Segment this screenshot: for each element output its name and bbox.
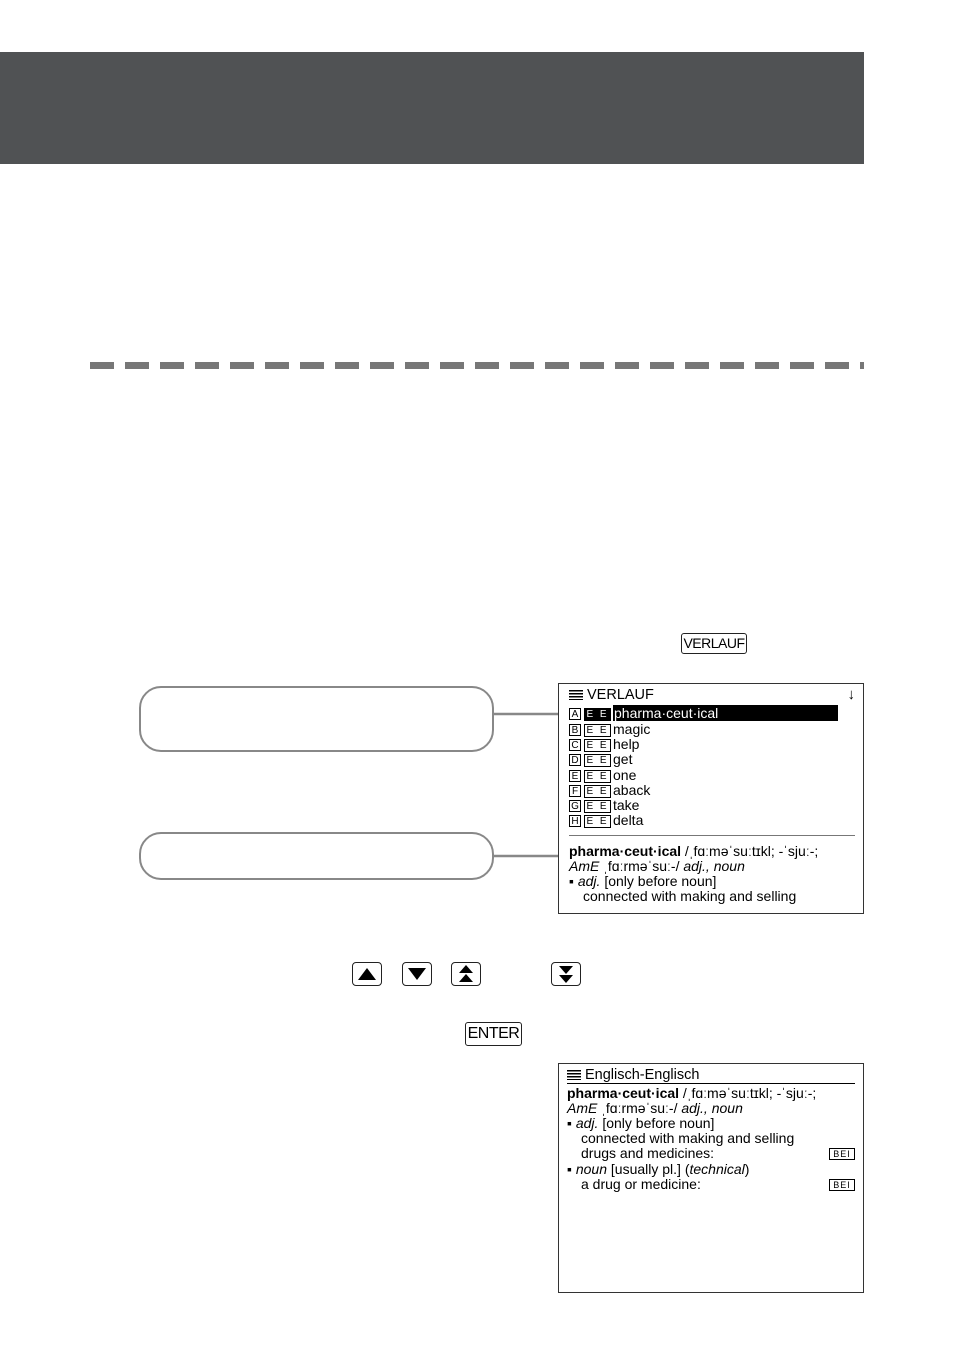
- preview-headword-line: pharma·ceut·ical /ˌfɑːməˈsuːtɪkl; -ˈsjuː-;: [569, 843, 819, 859]
- down-arrow-icon: [403, 963, 431, 985]
- example-badge[interactable]: BEI: [829, 1148, 855, 1160]
- entry-sense1-gloss1: connected with making and selling: [581, 1130, 795, 1146]
- history-title: VERLAUF: [569, 688, 654, 703]
- history-row[interactable]: C E E help: [569, 737, 639, 752]
- entry-sense2-gloss: a drug or medicine:: [581, 1176, 701, 1192]
- entry-sense2-line: ▪ noun [usually pl.] (technical): [567, 1161, 750, 1177]
- verlauf-key[interactable]: VERLAUF: [681, 633, 747, 654]
- history-word: delta: [613, 812, 644, 828]
- history-word: take: [613, 797, 640, 813]
- down-arrow-key[interactable]: [402, 962, 432, 986]
- up-arrow-icon: [353, 963, 381, 985]
- history-row[interactable]: G E E take: [569, 798, 639, 813]
- history-word: one: [613, 767, 637, 783]
- history-word: get: [613, 751, 633, 767]
- entry-sense1-gloss2: drugs and medicines:: [581, 1145, 715, 1161]
- history-word: aback: [613, 782, 651, 798]
- history-row[interactable]: A E E pharma·ceut·ical: [569, 706, 838, 721]
- entry-headword-line: pharma·ceut·ical /ˌfɑːməˈsuːtɪkl; -ˈsjuː-;: [567, 1085, 817, 1101]
- title-underline: [567, 1083, 855, 1084]
- preview-sense-line: ▪ adj. [only before noun]: [569, 873, 717, 889]
- entry-sense1-line: ▪ adj. [only before noun]: [567, 1115, 715, 1131]
- history-word: help: [613, 736, 640, 752]
- history-row[interactable]: B E E magic: [569, 722, 650, 737]
- preview-divider: [569, 835, 855, 836]
- scroll-down-icon: ↓: [847, 686, 855, 703]
- entry-pron-line: AmE ˌfɑːrməˈsuː-/ adj., noun: [567, 1100, 743, 1116]
- history-row[interactable]: H E E delta: [569, 813, 643, 828]
- history-word: pharma·ceut·ical: [613, 705, 838, 721]
- menu-icon: [569, 690, 583, 700]
- history-screen: [558, 683, 864, 914]
- entry-screen: [558, 1063, 864, 1293]
- preview-pron-line: AmE ˌfɑːrməˈsuː-/ adj., noun: [569, 858, 745, 874]
- history-word: magic: [613, 721, 651, 737]
- menu-icon: [567, 1070, 581, 1080]
- history-row[interactable]: D E E get: [569, 752, 632, 767]
- enter-key[interactable]: ENTER: [465, 1022, 522, 1046]
- page-down-key[interactable]: [551, 962, 581, 986]
- history-row[interactable]: E E E one: [569, 768, 636, 783]
- page-down-icon: [552, 963, 580, 985]
- example-badge[interactable]: BEI: [829, 1179, 855, 1191]
- preview-gloss-line: connected with making and selling: [583, 888, 797, 904]
- page-up-icon: [452, 963, 480, 985]
- entry-title: Englisch-Englisch: [567, 1068, 699, 1083]
- page-up-key[interactable]: [451, 962, 481, 986]
- up-arrow-key[interactable]: [352, 962, 382, 986]
- history-row[interactable]: F E E aback: [569, 783, 650, 798]
